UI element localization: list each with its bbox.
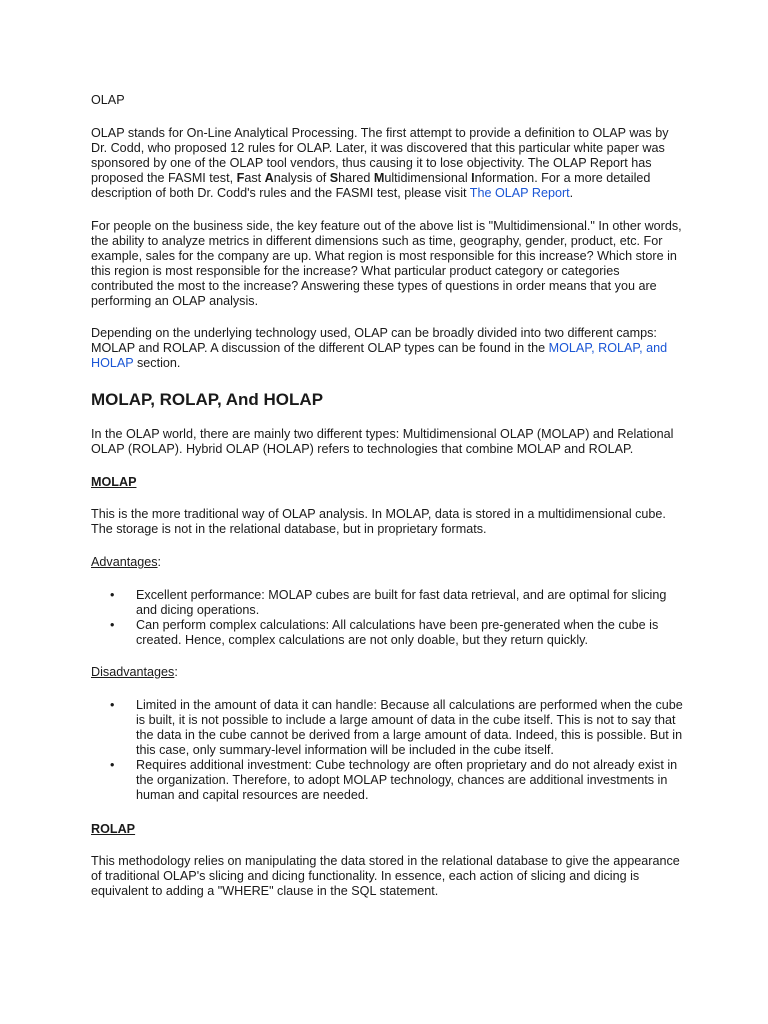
fasmi-initial-a: A [264,171,274,185]
document-title: OLAP [91,93,125,107]
business-paragraph: For people on the business side, the key feature out of the above list is "Multidimensional." In other words, the ability to analyze metrics in different dimensions such as time, geography, gender, product, etc. For example, sales for the company are up. What region is most responsible for this increase? Which store in this region is most responsible for the increase? What particular product category or categories contributed the most to the increase? Answering these types of questions in order means that you are performing an OLAP analysis. [91,219,682,308]
disadvantages-label-text: Disadvantages [91,665,175,679]
rolap-description: This methodology relies on manipulating the data stored in the relational database to give the appearance of traditional OLAP's slicing and dicing functionality. In essence, each action of slicing and dicing is equivalent to adding a "WHERE" clause in the SQL statement. [91,854,680,898]
advantages-label-text: Advantages [91,555,158,569]
olap-report-link[interactable]: The OLAP Report [469,186,570,200]
advantages-list [91,588,683,648]
molap-heading: MOLAP [91,475,137,489]
molap-rolap-holap-link[interactable]: MOLAP, ROLAP, and HOLAP [91,341,668,370]
camps-text-2: section. [133,356,181,370]
fasmi-rest-i: nformation [474,171,535,185]
fasmi-initial-i: I [471,171,475,185]
list-item: • Requires additional investment: Cube technology are often proprietary and do not already exist in the organization. Therefore, to adopt MOLAP technology, chances are additional investments in human and capital resources are needed. [91,758,683,803]
molap-description: This is the more traditional way of OLAP analysis. In MOLAP, data is stored in a multidimensional cube. The storage is not in the relational database, but in proprietary formats. [91,507,666,536]
fasmi-rest-f: ast [244,171,265,185]
fasmi-initial-m: M [373,171,385,185]
advantages-label: Advantages: [91,555,162,569]
section-heading: MOLAP, ROLAP, And HOLAP [91,390,324,409]
disadvantages-list [91,698,683,803]
disadvantages-label: Disadvantages: [91,665,178,679]
intro-text-1: OLAP stands for On-Line Analytical Processing. The first attempt to provide a definition to OLAP was by Dr. Codd, who proposed 12 rules for OLAP. Later, it was discovered that this particular white paper was sponsored by one of the OLAP tool vendors, thus causing it to lose objectivity. The OLAP Report has proposed the FASMI test, [91,126,669,185]
intro-text-2: . For a more detailed description of both Dr. Codd's rules and the FASMI test, please visit [91,171,651,200]
list-item: • Limited in the amount of data it can handle: Because all calculations are performed when the cube is built, it is not possible to include a large amount of data in the cube itself. This is not to say that the data in the cube cannot be derived from a large amount of data. Indeed, this is possible. But in this case, only summary-level information will be included in the cube itself. [91,698,683,758]
rolap-heading: ROLAP [91,822,136,836]
intro-paragraph [91,126,683,201]
fasmi-initial-s: S [329,171,339,185]
fasmi-rest-a: nalysis of [273,171,330,185]
intro-text-3: . [569,186,574,200]
list-item: • Excellent performance: MOLAP cubes are built for fast data retrieval, and are optimal for slicing and dicing operations. [91,588,683,618]
fasmi-initial-f: F [236,171,245,185]
camps-paragraph [91,326,683,371]
camps-text-1: Depending on the underlying technology used, OLAP can be broadly divided into two different camps: MOLAP and ROLAP. A discussion of the different OLAP types can be found in the [91,326,657,355]
section-intro-paragraph: In the OLAP world, there are mainly two different types: Multidimensional OLAP (MOLAP) and Relational OLAP (ROLAP). Hybrid OLAP (HOLAP) refers to technologies that combine MOLAP and ROLAP. [91,427,674,456]
list-item: • Can perform complex calculations: All calculations have been pre-generated when the cube is created. Hence, complex calculations are not only doable, but they return quickly. [91,618,683,648]
fasmi-rest-m: ultidimensional [384,171,472,185]
fasmi-rest-s: hared [338,171,374,185]
